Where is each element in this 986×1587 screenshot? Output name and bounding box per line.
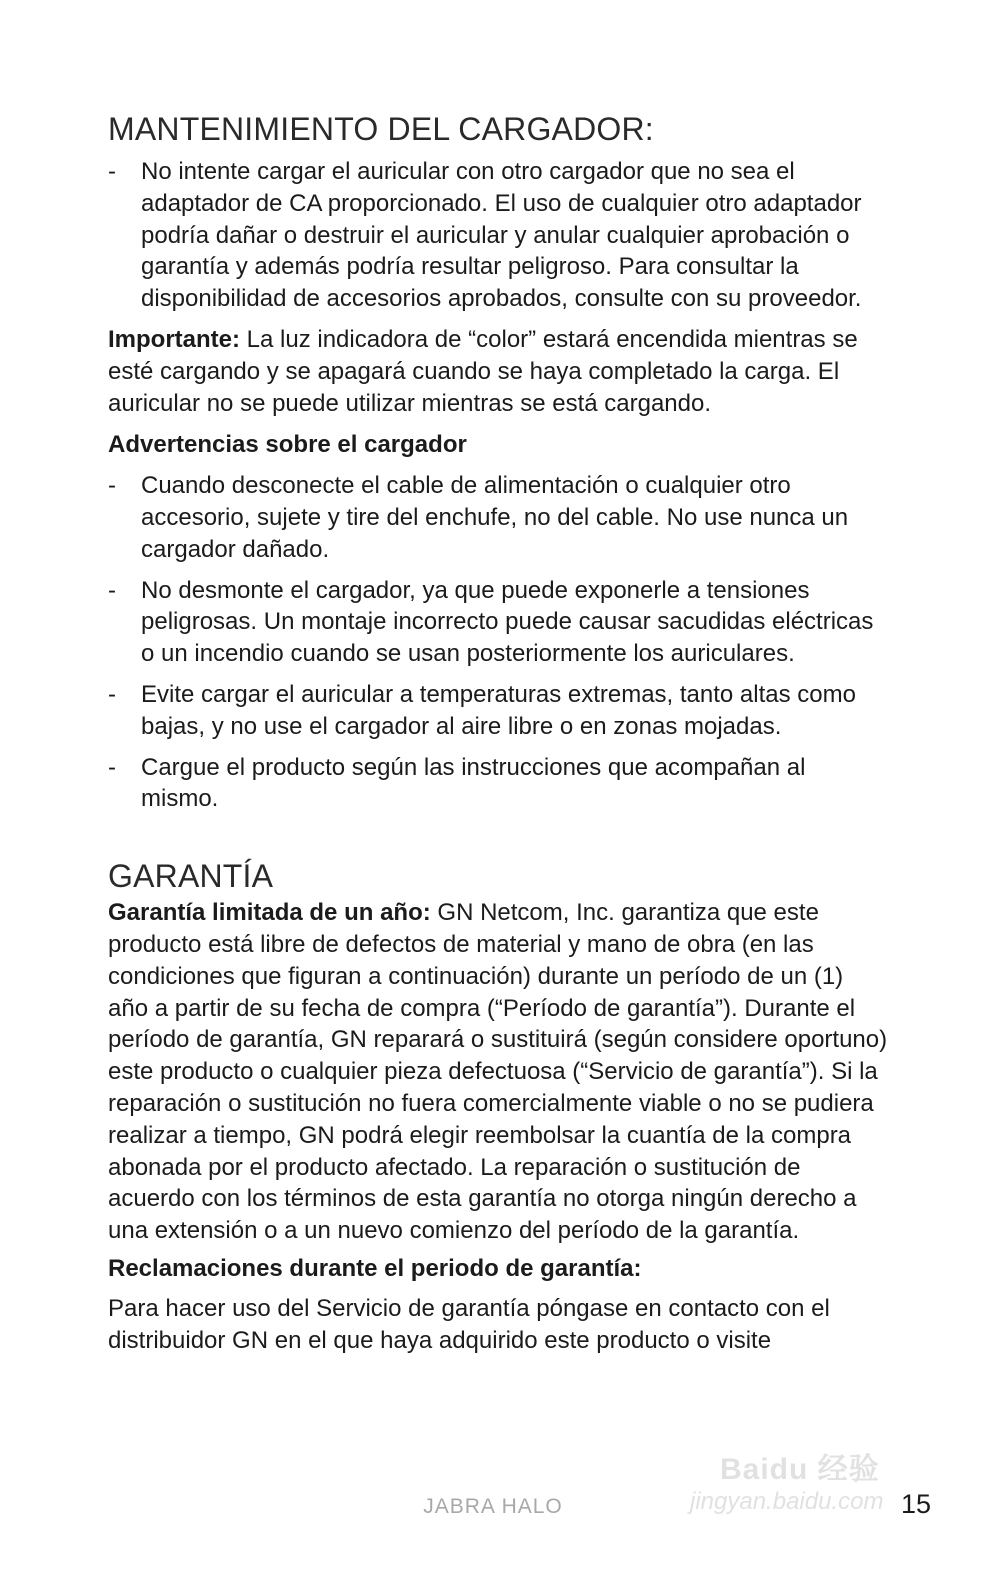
baidu-watermark [690, 1444, 915, 1534]
warnings-heading: Advertencias sobre el cargador [108, 431, 467, 459]
limited-warranty-text: GN Netcom, Inc. garantiza que este producto está libre de defectos de material y mano de obra (en las condiciones que figuran a continuación) durante un período de un (1) año a partir de su fecha de compra (“Período de garantía”). Durante el período de garantía, GN reparará o sustituirá (según considere oportuno) este producto o cualquier pieza defectuosa (“Servicio de garantía”). Si la reparación o sustitución no fuera comercialmente viable o no se pudiera realizar a tiempo, GN podrá elegir reembolsar la cuantía de la compra abonada por el producto afectado. La reparación o sustitución de acuerdo con los términos de esta garantía no otorga ningún derecho a una extensión o a un nuevo comienzo del período de la garantía. [108, 899, 888, 1245]
dash-marker: - [108, 158, 116, 185]
dash-marker: - [108, 753, 116, 781]
important-note [108, 324, 888, 419]
watermark-logo-text: Baidu 经验 [720, 1453, 880, 1486]
list-item: - No desmonte el cargador, ya que puede exponerle a tensiones peligrosas. Un montaje incorrecto puede causar sacudidas eléctricas o un incendio cuando se usan posteriormente los auriculares. [108, 576, 874, 668]
important-text: La luz indicadora de “color” estará encendida mientras se esté cargando y se apagará cuando se haya completado la carga. El auricular no se puede utilizar mientras se está cargando. [108, 325, 858, 417]
watermark-url: jingyan.baidu.com [690, 1488, 884, 1515]
dash-marker: - [108, 680, 116, 708]
important-label: Importante: [108, 325, 240, 353]
page-content [108, 108, 888, 1356]
charger-warnings-list [108, 470, 888, 815]
page-number: 15 [900, 1489, 931, 1519]
footer-brand: JABRA HALO [423, 1495, 563, 1518]
list-item: - Cargue el producto según las instrucciones que acompañan al mismo. [108, 753, 806, 813]
section-title-warranty: GARANTÍA [108, 858, 274, 895]
dash-marker: - [108, 576, 116, 604]
dash-marker: - [108, 472, 116, 500]
list-item: - Evite cargar el auricular a temperaturas extremas, tanto altas como bajas, y no use el cargador al aire libre o en zonas mojadas. [108, 680, 856, 740]
section-title-charger-maintenance: MANTENIMIENTO DEL CARGADOR: [108, 111, 654, 147]
charger-maintenance-list [108, 156, 888, 315]
claims-heading: Reclamaciones durante el periodo de garantía: [108, 1254, 642, 1282]
limited-warranty-paragraph [108, 897, 888, 1247]
list-item: - No intente cargar el auricular con otro cargador que no sea el adaptador de CA proporcionado. El uso de cualquier otro adaptador podría dañar o destruir el auricular y anular cualquier aprobación o garantía y además podría resultar peligroso. Para consultar la disponibilidad de accesorios aprobados, consulte con su proveedor. [108, 158, 862, 313]
claims-paragraph: Para hacer uso del Servicio de garantía póngase en contacto con el distribuidor GN en el que haya adquirido este producto o visite [108, 1294, 830, 1354]
list-item: - Cuando desconecte el cable de alimentación o cualquier otro accesorio, sujete y tire del enchufe, no del cable. No use nunca un cargador dañado. [108, 472, 849, 563]
limited-warranty-label: Garantía limitada de un año: [108, 899, 431, 927]
